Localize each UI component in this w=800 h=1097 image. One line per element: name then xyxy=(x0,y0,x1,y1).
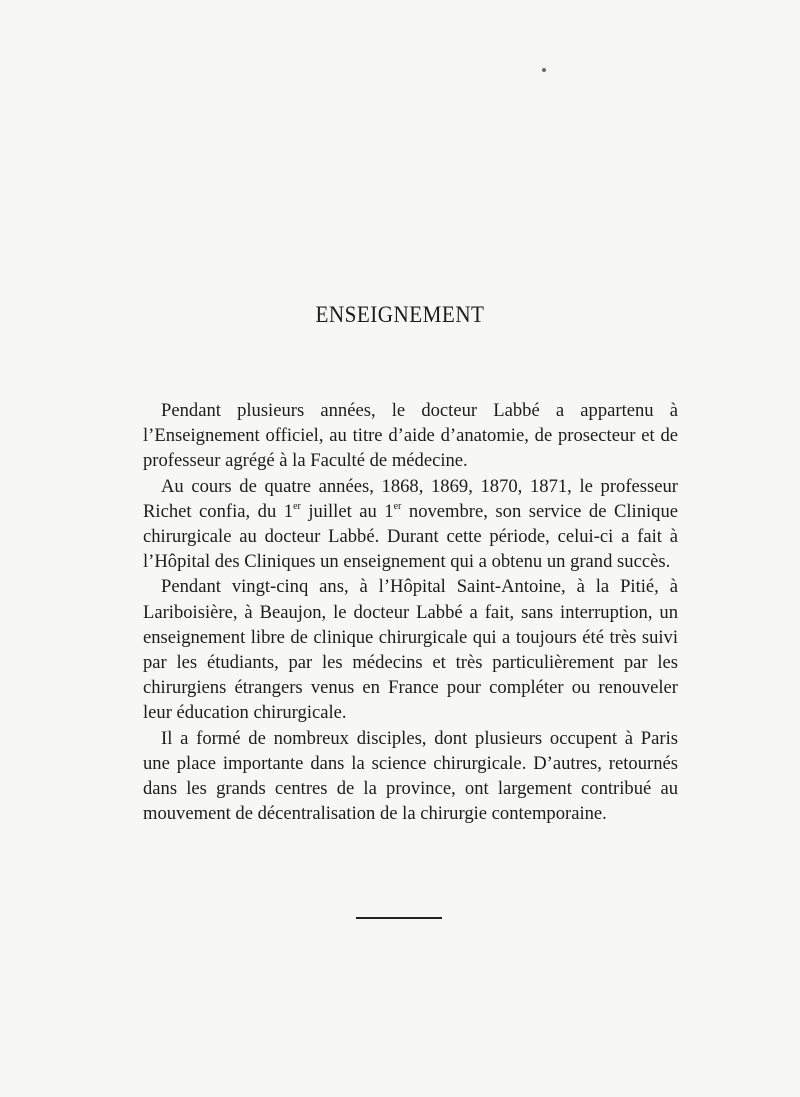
section-divider xyxy=(356,917,442,919)
paragraph xyxy=(143,474,678,575)
paragraph xyxy=(143,398,678,474)
page-title: ENSEIGNEMENT xyxy=(315,302,485,327)
paragraph xyxy=(143,574,678,725)
body-text xyxy=(143,398,678,826)
paragraph xyxy=(143,726,678,827)
text-run: Il a formé de nombreux disciples, dont plusieurs occupent à Paris une place importante dans la science chirurgicale. D’autres, retournés dans les grands centres de la province, ont largement contribué au mouvement de décentralisation de la chirurgie contemporaine. xyxy=(143,727,678,825)
ink-speck xyxy=(542,68,546,72)
text-run: novembre, son service de Clinique chirurgicale au docteur Labbé. Durant cette période, celui-ci a fait à l’Hôpital des Cliniques un enseignement qui a obtenu un grand succès. xyxy=(143,500,679,573)
text-run: Pendant plusieurs années, le docteur Labbé a appartenu à l’Enseignement officiel, au titre d’aide d’anatomie, de prosecteur et de professeur agrégé à la Faculté de médecine. xyxy=(143,400,678,472)
superscript: er xyxy=(293,500,301,512)
superscript: er xyxy=(393,500,402,512)
text-run: Pendant vingt-cinq ans, à l’Hôpital Saint-Antoine, à la Pitié, à Lariboisière, à Beaujon, le docteur Labbé a fait, sans interruption, un enseignement libre de clinique chirurgicale qui a toujours été très suivi par les étudiants, par les médecins et très particulièrement par les chirurgiens étrangers venus en France pour compléter ou renouveler leur éducation chirurgicale. xyxy=(143,576,678,724)
text-run: Au cours de quatre années, 1868, 1869, 1870, 1871, le professeur Richet confia, du 1 xyxy=(143,475,678,522)
text-run: juillet au 1 xyxy=(300,500,394,522)
